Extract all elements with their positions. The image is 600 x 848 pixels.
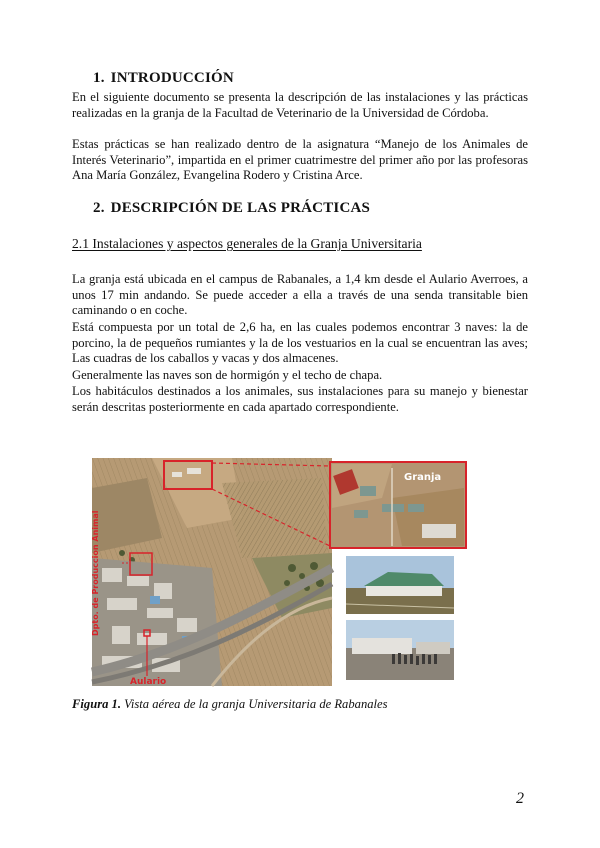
section-1-heading bbox=[93, 70, 234, 87]
figure-caption-text: Vista aérea de la granja Universitaria de Rabanales bbox=[121, 697, 388, 711]
subsection-2-1-title: 2.1 Instalaciones y aspectos generales de la Granja Universitaria bbox=[72, 236, 422, 251]
aerial-view-figure bbox=[92, 458, 476, 686]
section-1-title: INTRODUCCIÓN bbox=[110, 70, 234, 86]
dpto-label: Dpto. de Produccion Animal bbox=[91, 510, 100, 636]
intro-paragraph-1: En el siguiente documento se presenta la descripción de las instalaciones y las prácticas realizadas en la granja de la Facultad de Veterinario de la Universidad de Córdoba. bbox=[72, 90, 528, 120]
granja-label: Granja bbox=[404, 472, 442, 483]
section-2-number: 2. bbox=[93, 200, 105, 216]
intro-paragraph-2: Estas prácticas se han realizado dentro de la asignatura “Manejo de los Animales de Interés Veterinario”, impartida en el primer cuatrimestre del primer año por las profesoras Ana María González, Evangelina Rodero y Cristina Arce. bbox=[72, 137, 528, 183]
farm-paragraph-2: Está compuesta por un total de 2,6 ha, en las cuales podemos encontrar 3 naves: la de porcino, la de pequeños rumiantes y la de los vestuarios en la cual se encuentran las aves; Las cuadras de los caballos y vacas y dos almacenes. bbox=[72, 320, 528, 366]
section-2-heading bbox=[93, 200, 370, 217]
farm-paragraph-3: Generalmente las naves son de hormigón y el techo de chapa. bbox=[72, 368, 383, 382]
farm-paragraph-1: La granja está ubicada en el campus de Rabanales, a 1,4 km desde el Aulario Averroes, a unos 17 min andando. Se puede acceder a ella a través de una senda transitable bien caminando o en coche. bbox=[72, 272, 528, 318]
figure-caption bbox=[72, 697, 388, 712]
aerial-map-image bbox=[92, 458, 476, 686]
figure-caption-label: Figura 1. bbox=[72, 697, 121, 711]
page-number: 2 bbox=[516, 790, 524, 807]
section-2-title: DESCRIPCIÓN DE LAS PRÁCTICAS bbox=[110, 200, 371, 216]
aulario-label: Aulario bbox=[130, 677, 167, 687]
section-1-number: 1. bbox=[93, 70, 105, 86]
farm-paragraph-4: Los habitáculos destinados a los animales, sus instalaciones para su manejo y bienestar serán descritas posteriormente en cada apartado correspondiente. bbox=[72, 384, 528, 414]
